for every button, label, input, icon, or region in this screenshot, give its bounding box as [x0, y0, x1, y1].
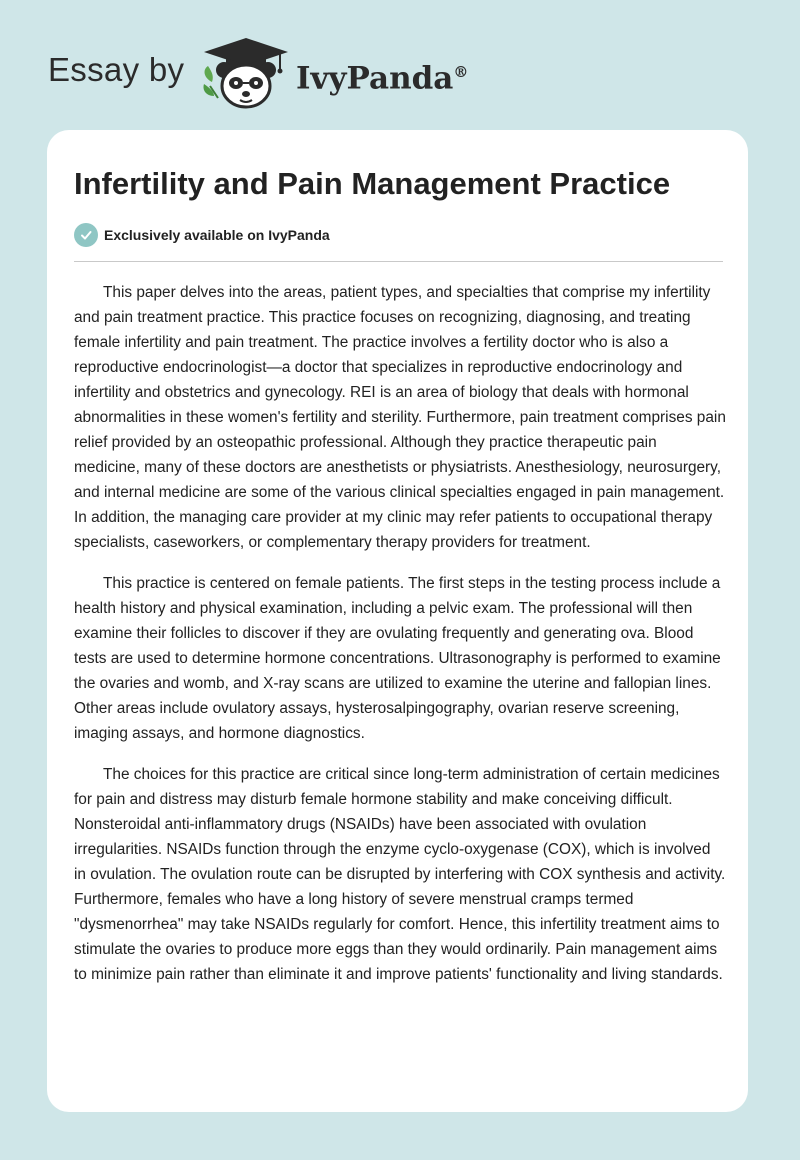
exclusive-badge: [74, 222, 330, 248]
article-body: [74, 280, 726, 1003]
paragraph: This paper delves into the areas, patient types, and specialties that comprise my infertility and pain treatment practice. This practice focuses on recognizing, diagnosing, and treating female infertility and pain treatment. The practice involves a fertility doctor who is also a reproductive endocrinologist—a doctor that specializes in reproductive endocrinology and infertility and obstetrics and gynecology. REI is an area of biology that deals with hormonal abnormalities in these women's fertility and sterility. Furthermore, pain treatment comprises pain relief provided by an osteopathic professional. Although they practice therapeutic pain medicine, many of these doctors are anesthetists or physiatrists. Anesthesiology, neurosurgery, and internal medicine are some of the various clinical specialties engaged in pain management. In addition, the managing care provider at my clinic may refer patients to occupational therapy specialists, caseworkers, or complementary therapy providers for treatment.: [74, 284, 726, 551]
page-title: Infertility and Pain Management Practice: [74, 166, 671, 201]
article-card: [47, 130, 748, 1112]
site-header: [0, 0, 800, 130]
badge-label: Exclusively available on IvyPanda: [104, 227, 330, 243]
paragraph: The choices for this practice are critical since long-term administration of certain medicines for pain and distress may disturb female hormone stability and make conceiving difficult. Nonsteroidal anti-inflammatory drugs (NSAIDs) have been associated with ovulation irregularities. NSAIDs function through the enzyme cyclo-oxygenase (COX), which is involved in ovulation. The ovulation route can be disrupted by interfering with COX synthesis and activity. Furthermore, females who have a long history of severe menstrual cramps termed "dysmenorrhea" may take NSAIDs regularly for comfort. Hence, this infertility treatment aims to stimulate the ovaries to produce more eggs than they would ordinarily. Pain management aims to minimize pain rather than eliminate it and improve patients' functionality and living standards.: [74, 766, 726, 983]
panda-logo-icon[interactable]: [200, 36, 292, 110]
brand-name[interactable]: IvyPanda®: [296, 60, 469, 97]
registered-mark: ®: [453, 63, 469, 81]
divider: [74, 261, 723, 262]
paragraph: This practice is centered on female patients. The first steps in the testing process include a health history and physical examination, including a pelvic exam. The professional will then examine their follicles to discover if they are ovulating frequently and generating ova. Blood tests are used to determine hormone concentrations. Ultrasonography is performed to examine the ovaries and womb, and X-ray scans are utilized to examine the uterine and fallopian lines. Other areas include ovulatory assays, hysterosalpingography, ovarian reserve screening, imaging assays, and hormone diagnostics.: [74, 575, 721, 742]
essay-by-label: Essay by: [48, 51, 185, 88]
check-icon: [74, 223, 98, 247]
